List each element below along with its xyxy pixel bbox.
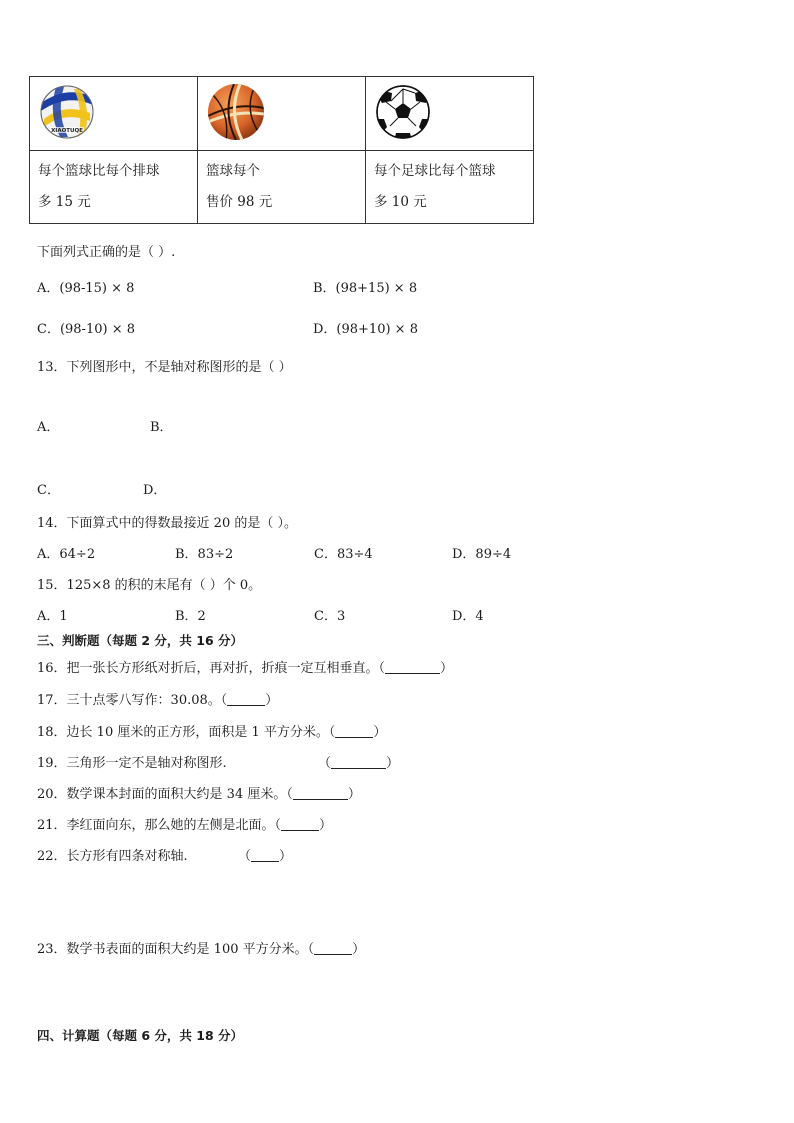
judgment-23-answer-blank[interactable] <box>314 941 352 955</box>
judgment-18 <box>37 721 386 740</box>
judgment-18-close: ） <box>373 725 387 740</box>
judgment-16-text: 16．把一张长方形纸对折后，再对折，折痕一定互相垂直。（ <box>37 661 386 676</box>
basketball-line-2: 售价 98 元 <box>206 194 273 210</box>
judgment-23-text: 23．数学书表面的面积大约是 100 平方分米。（ <box>37 942 315 957</box>
judgment-16-close: ） <box>440 661 454 676</box>
judgment-23 <box>37 938 365 957</box>
q13-stem: 13．下列图形中，不是轴对称图形的是（ ） <box>37 360 292 375</box>
volleyball-line-2: 多 15 元 <box>38 194 91 210</box>
q13-option-d[interactable]: D． <box>143 483 167 498</box>
q15-option-d[interactable]: D．4 <box>452 609 484 624</box>
volleyball-cell <box>30 77 198 151</box>
judgment-19-bracket <box>318 752 399 771</box>
judgment-22-close: ） <box>279 849 293 864</box>
judgment-18-text: 18．边长 10 厘米的正方形，面积是 1 平方分米。（ <box>37 725 336 740</box>
judgment-19-answer-blank[interactable] <box>331 755 386 769</box>
soccer-price-cell <box>366 151 534 224</box>
judgment-22-open: （ <box>238 849 252 864</box>
basketball-price-cell <box>198 151 366 224</box>
basketball-cell <box>198 77 366 151</box>
judgment-22-text: 22．长方形有四条对称轴. <box>37 849 188 864</box>
judgment-22-bracket <box>238 845 292 864</box>
q14-option-a[interactable]: A．64÷2 <box>37 547 96 562</box>
volleyball-price-cell <box>30 151 198 224</box>
q13-option-c[interactable]: C． <box>37 483 60 498</box>
judgment-21 <box>37 814 332 833</box>
q15-option-a[interactable]: A．1 <box>37 609 68 624</box>
judgment-17-text: 17．三十点零八写作：30.08。（ <box>37 693 228 708</box>
judgment-20-text: 20．数学课本封面的面积大约是 34 厘米。（ <box>37 787 293 802</box>
judgment-21-close: ） <box>319 818 333 833</box>
soccer-ball-icon <box>374 83 432 141</box>
judgment-23-close: ） <box>352 942 366 957</box>
judgment-20-close: ） <box>347 787 361 802</box>
judgment-19-open: （ <box>318 756 332 771</box>
q14-stem: 14．下面算式中的得数最接近 20 的是（ ）。 <box>37 516 297 531</box>
q15-option-b[interactable]: B．2 <box>175 609 206 624</box>
volleyball-icon <box>38 83 96 141</box>
judgment-20-answer-blank[interactable] <box>293 786 348 800</box>
section-3-title: 三、判断题（每题 2 分，共 16 分） <box>37 633 244 648</box>
q12-option-b[interactable]: B．(98+15) × 8 <box>313 281 418 296</box>
q15-stem: 15．125×8 的积的末尾有（ ）个 0。 <box>37 578 262 593</box>
judgment-16-answer-blank[interactable] <box>385 660 440 674</box>
q15-option-c[interactable]: C．3 <box>314 609 346 624</box>
volleyball-line-1: 每个篮球比每个排球 <box>38 163 160 179</box>
soccer-line-2: 多 10 元 <box>374 194 427 210</box>
judgment-16 <box>37 657 453 676</box>
basketball-icon <box>206 82 266 142</box>
soccer-ball-cell <box>366 77 534 151</box>
judgment-22-answer-blank[interactable] <box>251 848 279 862</box>
svg-text:XIAOTUQE: XIAOTUQE <box>51 127 83 134</box>
soccer-line-1: 每个足球比每个篮球 <box>374 163 496 179</box>
judgment-21-text: 21．李红面向东，那么她的左侧是北面。（ <box>37 818 282 833</box>
judgment-19-text: 19．三角形一定不是轴对称图形. <box>37 756 227 771</box>
judgment-19 <box>37 752 227 771</box>
judgment-17-close: ） <box>265 693 279 708</box>
q14-option-c[interactable]: C．83÷4 <box>314 547 373 562</box>
q13-option-a[interactable]: A． <box>37 420 60 435</box>
judgment-20 <box>37 783 361 802</box>
q12-option-c[interactable]: C．(98-10) × 8 <box>37 322 135 337</box>
q12-stem: 下面列式正确的是（ ）. <box>37 245 176 260</box>
q13-option-b[interactable]: B． <box>150 420 173 435</box>
basketball-line-1: 篮球每个 <box>206 163 260 179</box>
ball-price-table <box>29 76 534 224</box>
judgment-17 <box>37 689 278 708</box>
q14-option-b[interactable]: B．83÷2 <box>175 547 234 562</box>
judgment-19-close: ） <box>386 756 400 771</box>
judgment-22 <box>37 845 188 864</box>
q12-option-a[interactable]: A．(98-15) × 8 <box>37 281 135 296</box>
q12-option-d[interactable]: D．(98+10) × 8 <box>313 322 418 337</box>
judgment-17-answer-blank[interactable] <box>227 692 265 706</box>
judgment-18-answer-blank[interactable] <box>335 724 373 738</box>
section-4-title: 四、计算题（每题 6 分，共 18 分） <box>37 1028 244 1043</box>
judgment-21-answer-blank[interactable] <box>281 817 319 831</box>
q14-option-d[interactable]: D．89÷4 <box>452 547 512 562</box>
